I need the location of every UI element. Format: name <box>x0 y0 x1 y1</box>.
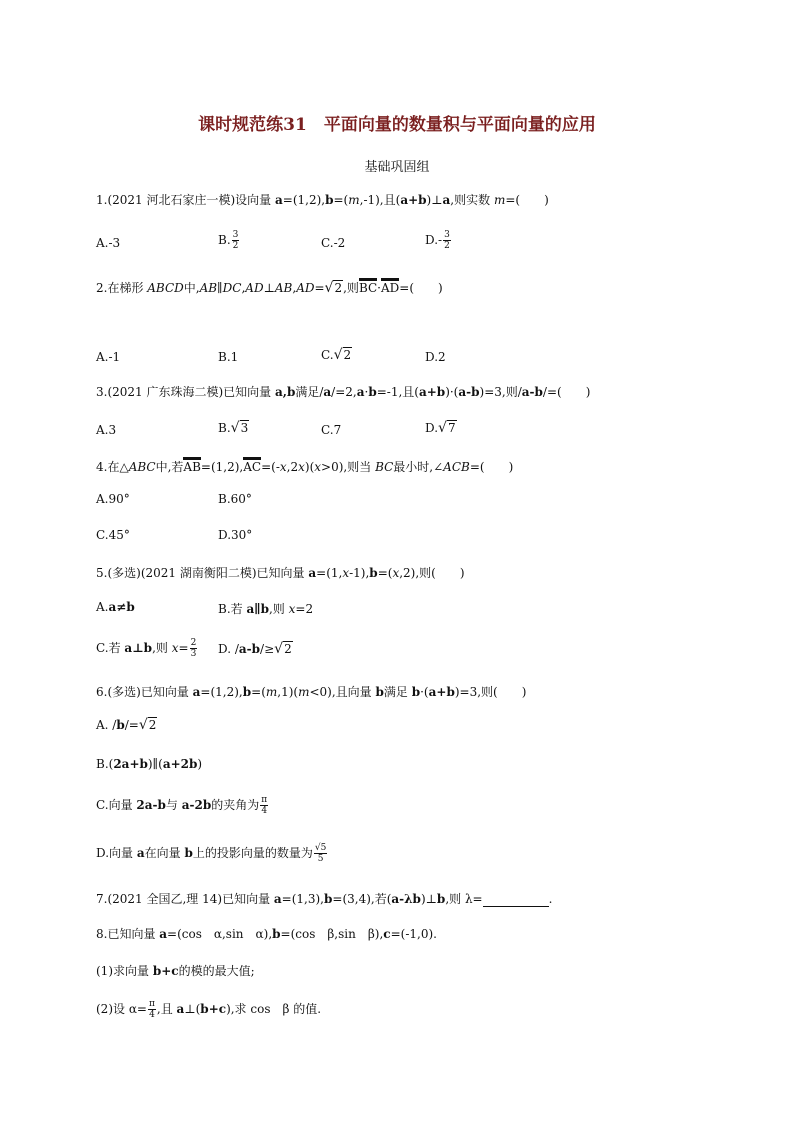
section-subtitle: 基础巩固组 <box>364 160 430 175</box>
question-3-option-b: B.√3 <box>218 420 249 436</box>
question-6-option-c: C.向量 2a-b与 a-2b的夹角为 $\frac{\pi}{4}$ <box>96 795 268 816</box>
question-6: 6.(多选)已知向量 a=(1,2),b=(m,1)(m<0),且向量 b满足 b·(a+b)=3,则( ) <box>96 685 527 699</box>
question-3-option-a: A.3 <box>96 423 117 437</box>
question-5: 5.(多选)(2021 湖南衡阳二模)已知向量 a=(1,x-1),b=(x,2),则( ) <box>96 566 465 580</box>
question-8-part-2: (2)设 α= $\frac{\pi}{4}$ ,且 a⊥(b+c),求 cos β 的值. <box>96 999 322 1020</box>
question-3: 3.(2021 广东珠海二模)已知向量 a,b满足/a/=2,a·b=-1,且(a+b)·(a-b)=3,则/a-b/=( ) <box>96 385 591 399</box>
question-4-option-a: A.90° <box>96 492 130 506</box>
question-5-option-b: B.若 a∥b,则 x=2 <box>218 602 314 616</box>
question-2-option-b: B.1 <box>218 350 239 364</box>
question-5-option-a: A.a≠b <box>96 600 135 614</box>
question-4-option-d: D.30° <box>218 528 253 542</box>
question-1-option-b: B. $\frac{3}{2}$ <box>218 230 239 251</box>
question-4-option-b: B.60° <box>218 492 252 506</box>
question-1-option-a: A.-3 <box>96 236 121 250</box>
question-4: 4.在△ABC中,若AB=(1,2),AC=(-x,2x)(x>0),则当 BC最小时,∠ACB=( ) <box>96 460 514 474</box>
question-2: 2.在梯形 ABCD中,AB∥DC,AD⊥AB,AD=√2,则BC·AD=( ) <box>96 280 443 296</box>
question-6-option-a: A. /b/=√2 <box>96 717 157 733</box>
question-2-option-a: A.-1 <box>96 350 121 364</box>
answer-blank[interactable] <box>483 894 549 907</box>
question-1-option-d: D.- $\frac{3}{2}$ <box>425 230 450 251</box>
question-1-option-c: C.-2 <box>321 236 346 250</box>
question-1: 1.(2021 河北石家庄一模)设向量 a=(1,2),b=(m,-1),且(a+b)⊥a,则实数 m=( ) <box>96 193 549 207</box>
question-4-option-c: C.45° <box>96 528 130 542</box>
question-3-option-d: D.√7 <box>425 420 456 436</box>
question-7: 7.(2021 全国乙,理 14)已知向量 a=(1,3),b=(3,4),若(a-λb)⊥b,则 λ= . <box>96 892 553 906</box>
question-2-option-c: C.√2 <box>321 347 352 363</box>
question-3-option-c: C.7 <box>321 423 342 437</box>
question-8: 8.已知向量 a=(cos α,sin α),b=(cos β,sin β),c=(-1,0). <box>96 927 437 941</box>
question-2-option-d: D.2 <box>425 350 446 364</box>
page-title: 课时规范练31 平面向量的数量积与平面向量的应用 <box>198 115 596 135</box>
question-6-option-b: B.(2a+b)∥(a+2b) <box>96 757 203 771</box>
question-8-part-1: (1)求向量 b+c的模的最大值; <box>96 964 255 978</box>
question-5-option-d: D. /a-b/≥√2 <box>218 641 292 657</box>
question-6-option-d: D.向量 a在向量 b上的投影向量的数量为 $\frac{√5}{5}$ <box>96 843 327 864</box>
question-5-option-c: C.若 a⊥b,则 x= $\frac{2}{3}$ <box>96 638 197 659</box>
